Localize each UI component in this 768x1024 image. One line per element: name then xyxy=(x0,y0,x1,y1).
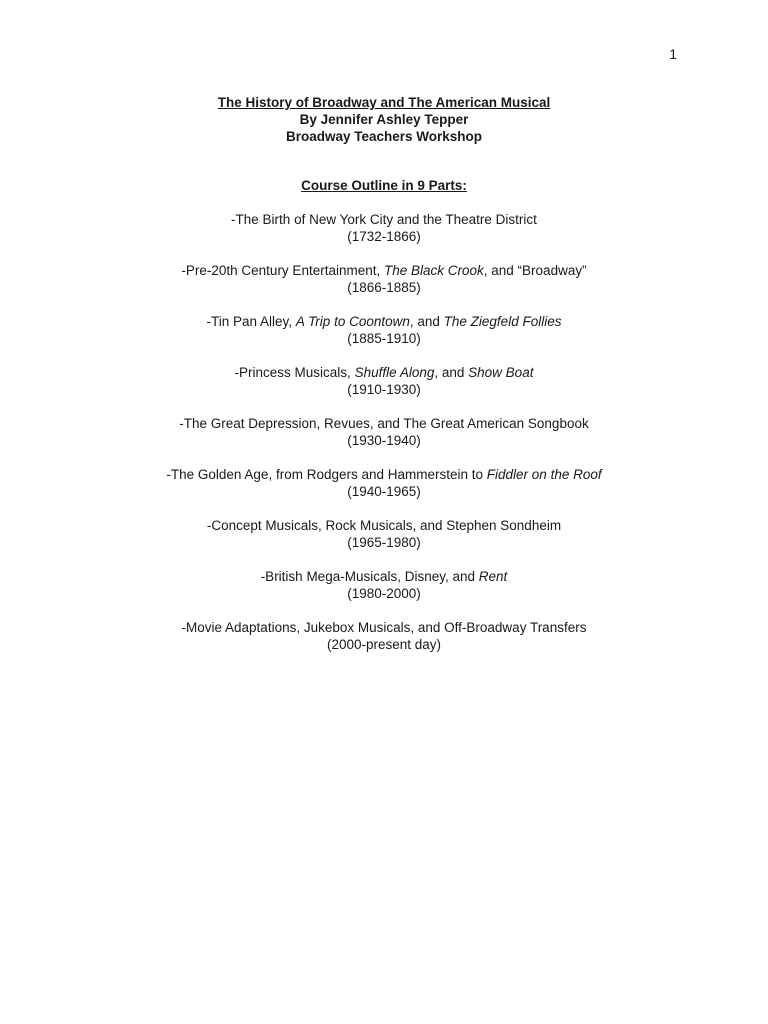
outline-part-years: (1940-1965) xyxy=(347,484,421,499)
outline-part-title xyxy=(0,466,768,483)
work-title: Fiddler on the Roof xyxy=(486,467,602,482)
outline-part xyxy=(0,211,768,245)
work-title: Show Boat xyxy=(468,365,534,380)
outline-part xyxy=(0,364,768,398)
outline-part-years: (1732-1866) xyxy=(347,229,421,244)
outline-part xyxy=(0,619,768,653)
outline-text: -Tin Pan Alley, xyxy=(206,314,296,329)
outline-part-title xyxy=(0,415,768,432)
outline-text: -Princess Musicals, xyxy=(234,365,355,380)
outline-part xyxy=(0,415,768,449)
outline-text: , and xyxy=(409,314,444,329)
outline-part-years: (2000-present day) xyxy=(326,637,442,652)
outline-text: -The Birth of New York City and the Theatre District xyxy=(231,212,537,227)
outline-part xyxy=(0,568,768,602)
document-organization: Broadway Teachers Workshop xyxy=(285,129,483,144)
outline-part-title xyxy=(0,619,768,636)
outline-text: , and xyxy=(434,365,469,380)
document-author: By Jennifer Ashley Tepper xyxy=(299,112,469,127)
course-outline xyxy=(0,177,768,670)
outline-part-title xyxy=(0,313,768,330)
outline-text: -The Great Depression, Revues, and The Great American Songbook xyxy=(179,416,589,431)
document-header xyxy=(0,94,768,145)
outline-part-years: (1930-1940) xyxy=(347,433,421,448)
outline-part-title xyxy=(0,262,768,279)
outline-parts xyxy=(0,211,768,653)
outline-part-years: (1885-1910) xyxy=(347,331,421,346)
work-title: A Trip to Coontown xyxy=(295,314,410,329)
work-title: The Black Crook xyxy=(383,263,484,278)
page-number: 1 xyxy=(669,46,677,62)
outline-part xyxy=(0,313,768,347)
work-title: The Ziegfeld Follies xyxy=(443,314,562,329)
outline-text: -The Golden Age, from Rodgers and Hammerstein to xyxy=(166,467,487,482)
outline-text: -Movie Adaptations, Jukebox Musicals, and Off-Broadway Transfers xyxy=(181,620,587,635)
work-title: Rent xyxy=(478,569,508,584)
outline-heading: Course Outline in 9 Parts: xyxy=(301,178,467,193)
outline-part xyxy=(0,466,768,500)
outline-part-title xyxy=(0,568,768,585)
outline-part-years: (1866-1885) xyxy=(347,280,421,295)
outline-part-years: (1965-1980) xyxy=(347,535,421,550)
outline-text: -British Mega-Musicals, Disney, and xyxy=(260,569,479,584)
outline-part-title xyxy=(0,364,768,381)
outline-part xyxy=(0,262,768,296)
outline-part xyxy=(0,517,768,551)
outline-part-years: (1910-1930) xyxy=(347,382,421,397)
outline-part-title xyxy=(0,211,768,228)
outline-text: -Concept Musicals, Rock Musicals, and Stephen Sondheim xyxy=(206,518,562,533)
outline-text: -Pre-20th Century Entertainment, xyxy=(181,263,384,278)
outline-text: , and “Broadway” xyxy=(483,263,587,278)
outline-part-years: (1980-2000) xyxy=(347,586,421,601)
work-title: Shuffle Along xyxy=(354,365,435,380)
outline-part-title xyxy=(0,517,768,534)
document-title: The History of Broadway and The American Musical xyxy=(217,95,551,110)
